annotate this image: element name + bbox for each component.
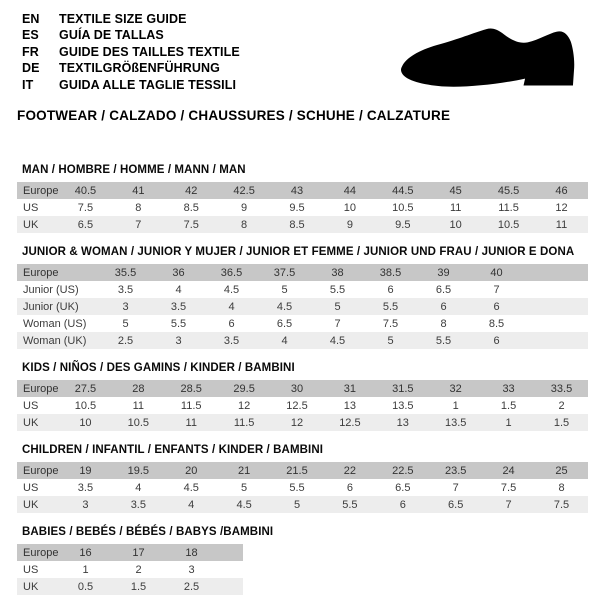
size-cell: 21 [218,462,271,479]
size-cell: 10.5 [74,399,97,412]
size-cell: 33 [482,380,535,397]
size-cell: 8 [440,317,447,330]
row-label: UK [17,414,59,431]
size-cell: 3.5 [117,283,134,296]
size-cell: 5 [271,496,324,513]
size-cell: 36 [152,264,205,281]
size-cell: 3.5 [152,298,205,315]
size-cell: 6 [228,317,235,330]
language-row [22,11,240,27]
size-cell: 7.5 [500,481,517,494]
size-cell: 46 [535,182,588,199]
row-label: Junior (UK) [17,298,99,315]
size-cell: 36.5 [205,264,258,281]
row-label: Woman (US) [23,317,87,330]
language-label: TEXTILGRÖßENFÜHRUNG [59,61,220,76]
section-title-kids: KIDS / NIÑOS / DES GAMINS / KINDER / BAMBINI [22,362,295,374]
size-cell: 28.5 [165,380,218,397]
size-cell: 6.5 [276,317,293,330]
filler-cell [523,281,588,298]
table-row [17,414,588,431]
size-cell: 10.5 [112,414,165,431]
section-babies [17,526,588,595]
size-cell: 13.5 [392,399,414,412]
row-label: Europe [17,182,59,199]
row-label: US [23,399,39,412]
size-cell: 5.5 [170,317,187,330]
size-cell: 4 [175,283,182,296]
size-cell: 7.5 [77,201,94,214]
size-cell: 13 [376,414,429,431]
size-cell: 1 [482,414,535,431]
table-row [17,264,588,281]
section-title-man: MAN / HOMBRE / HOMME / MANN / MAN [22,164,246,176]
size-cell: 4 [258,332,311,349]
size-cell: 5 [241,481,248,494]
filler-cell [218,561,243,578]
row-label: US [23,563,39,576]
table-row [17,182,588,199]
size-cell: 31 [323,380,376,397]
size-cell: 6.5 [429,496,482,513]
size-table-babies [17,544,243,595]
size-cell: 2.5 [99,332,152,349]
language-row [22,27,240,43]
filler-cell [523,264,588,281]
size-cell: 7 [493,283,500,296]
table-row [17,578,243,595]
size-cell: 8.5 [271,216,324,233]
language-code: DE [22,61,40,76]
size-cell: 29.5 [218,380,271,397]
size-cell: 11.5 [498,201,519,214]
table-row [17,199,588,216]
table-row [17,380,588,397]
size-cell: 40 [470,264,523,281]
size-cell: 5 [281,283,288,296]
size-cell: 10.5 [482,216,535,233]
section-man [17,164,588,233]
size-cell: 6 [470,332,523,349]
size-cell: 4.5 [258,298,311,315]
size-cell: 11.5 [180,399,202,412]
size-cell: 7 [334,317,341,330]
row-label: US [23,201,39,214]
footwear-heading: FOOTWEAR / CALZADO / CHAUSSURES / SCHUHE / CALZATURE [17,108,451,123]
size-cell: 9 [323,216,376,233]
size-cell: 43 [271,182,324,199]
table-row [17,397,588,414]
language-code: IT [22,77,34,92]
size-table-kids [17,380,588,431]
size-cell: 40.5 [59,182,112,199]
size-cell: 37.5 [258,264,311,281]
size-cell: 12 [237,399,251,412]
dress-shoe-icon [400,28,575,94]
size-cell: 3 [59,496,112,513]
size-table-children [17,462,588,513]
filler-cell [218,578,243,595]
size-cell: 6 [417,298,470,315]
size-cell: 5.5 [329,283,346,296]
size-cell: 3 [188,563,195,576]
size-cell: 7 [452,481,459,494]
size-cell: 19.5 [112,462,165,479]
row-label: UK [17,496,59,513]
size-cell: 20 [165,462,218,479]
size-cell: 4.5 [311,332,364,349]
size-cell: 7 [112,216,165,233]
table-row [17,544,243,561]
size-cell: 22.5 [376,462,429,479]
language-label: GUÍA DE TALLAS [59,28,164,43]
size-cell: 4 [165,496,218,513]
size-cell: 44 [323,182,376,199]
size-cell: 1 [452,399,459,412]
size-cell: 33.5 [535,380,588,397]
size-cell: 6.5 [59,216,112,233]
filler-cell [523,332,588,349]
table-row [17,216,588,233]
table-row [17,298,588,315]
size-table-junior-woman [17,264,588,349]
size-cell: 28 [112,380,165,397]
size-cell: 7.5 [382,317,399,330]
size-cell: 8.5 [488,317,505,330]
size-cell: 7.5 [165,216,218,233]
size-cell: 25 [535,462,588,479]
section-title-junior-woman: JUNIOR & WOMAN / JUNIOR Y MUJER / JUNIOR ET FEMME / JUNIOR UND FRAU / JUNIOR E DONA [22,246,575,258]
size-cell: 42.5 [218,182,271,199]
size-tables-container [17,164,588,595]
size-cell: 10.5 [392,201,414,214]
size-cell: 11 [535,216,588,233]
language-title-list [22,11,240,93]
language-row [22,44,240,60]
size-cell: 9 [241,201,248,214]
size-cell: 10 [59,414,112,431]
size-cell: 6.5 [435,283,452,296]
row-label: Woman (UK) [17,332,99,349]
size-cell: 12 [555,201,568,214]
size-cell: 4.5 [183,481,199,494]
row-label: UK [17,578,59,595]
filler-cell [523,315,588,332]
size-cell: 18 [165,544,218,561]
size-cell: 8 [135,201,142,214]
language-label: TEXTILE SIZE GUIDE [59,12,187,26]
size-cell: 8 [558,481,565,494]
table-row [17,332,588,349]
size-cell: 6 [470,298,523,315]
size-cell: 42 [165,182,218,199]
size-cell: 9.5 [376,216,429,233]
size-cell: 6 [387,283,394,296]
section-kids [17,362,588,431]
size-cell: 1.5 [500,399,517,412]
language-code: FR [22,44,39,59]
row-label: US [23,481,39,494]
size-cell: 3.5 [77,481,94,494]
size-cell: 5.5 [417,332,470,349]
row-label: UK [17,216,59,233]
size-cell: 22 [323,462,376,479]
row-label: Europe [17,264,99,281]
size-cell: 11 [449,201,462,214]
size-cell: 17 [112,544,165,561]
size-cell: 3.5 [205,332,258,349]
size-cell: 2.5 [165,578,218,595]
size-cell: 5.5 [364,298,417,315]
language-label: GUIDE DES TAILLES TEXTILE [59,44,240,59]
section-children [17,444,588,513]
section-title-babies: BABIES / BEBÉS / BÉBÉS / BABYS /BAMBINI [22,526,274,538]
size-cell: 0.5 [59,578,112,595]
size-cell: 13.5 [429,414,482,431]
size-cell: 32 [429,380,482,397]
size-cell: 5.5 [323,496,376,513]
size-cell: 4.5 [218,496,271,513]
language-code: EN [22,12,40,26]
table-row [17,479,588,496]
size-cell: 39 [417,264,470,281]
size-cell: 1.5 [112,578,165,595]
size-cell: 3 [99,298,152,315]
table-row [17,315,588,332]
size-cell: 7.5 [535,496,588,513]
size-cell: 11 [165,414,218,431]
filler-cell [523,298,588,315]
size-cell: 3 [152,332,205,349]
section-title-children: CHILDREN / INFANTIL / ENFANTS / KINDER / BAMBINI [22,444,324,456]
size-cell: 2 [135,563,142,576]
language-row [22,77,240,93]
size-table-man [17,182,588,233]
size-cell: 7 [482,496,535,513]
size-cell: 6 [376,496,429,513]
size-cell: 4 [205,298,258,315]
size-cell: 23.5 [429,462,482,479]
section-junior-woman [17,246,588,349]
row-label: Europe [17,462,59,479]
size-cell: 9.5 [289,201,305,214]
size-cell: 38.5 [364,264,417,281]
size-cell: 1.5 [535,414,588,431]
size-cell: 41 [112,182,165,199]
size-cell: 44.5 [376,182,429,199]
size-cell: 45.5 [482,182,535,199]
size-cell: 6.5 [395,481,411,494]
size-cell: 12 [271,414,324,431]
size-cell: 27.5 [59,380,112,397]
size-cell: 13 [343,399,357,412]
size-cell: 5 [122,317,129,330]
size-cell: 4.5 [223,283,240,296]
size-cell: 8 [218,216,271,233]
size-cell: 12.5 [323,414,376,431]
size-cell: 2 [558,399,565,412]
size-cell: 45 [429,182,482,199]
size-cell: 10 [429,216,482,233]
size-cell: 11 [132,399,145,412]
table-row [17,462,588,479]
language-label: GUIDA ALLE TAGLIE TESSILI [59,77,237,92]
size-cell: 38 [311,264,364,281]
size-cell: 21.5 [271,462,324,479]
size-cell: 11.5 [218,414,271,431]
language-code: ES [22,28,39,43]
size-cell: 35.5 [99,264,152,281]
size-cell: 5 [364,332,417,349]
row-label: Europe [17,544,59,561]
size-cell: 1 [82,563,89,576]
row-label: Europe [17,380,59,397]
size-cell: 16 [59,544,112,561]
filler-cell [218,544,243,561]
size-cell: 4 [135,481,142,494]
size-cell: 5.5 [289,481,305,494]
size-cell: 6 [346,481,353,494]
table-row [17,561,243,578]
row-label: Junior (US) [23,283,79,296]
size-cell: 8.5 [183,201,199,214]
size-cell: 12.5 [286,399,308,412]
table-row [17,496,588,513]
table-row [17,281,588,298]
size-cell: 5 [311,298,364,315]
size-cell: 19 [59,462,112,479]
size-cell: 31.5 [376,380,429,397]
size-cell: 10 [343,201,357,214]
size-cell: 30 [271,380,324,397]
size-cell: 3.5 [112,496,165,513]
language-row [22,60,240,76]
size-cell: 24 [482,462,535,479]
